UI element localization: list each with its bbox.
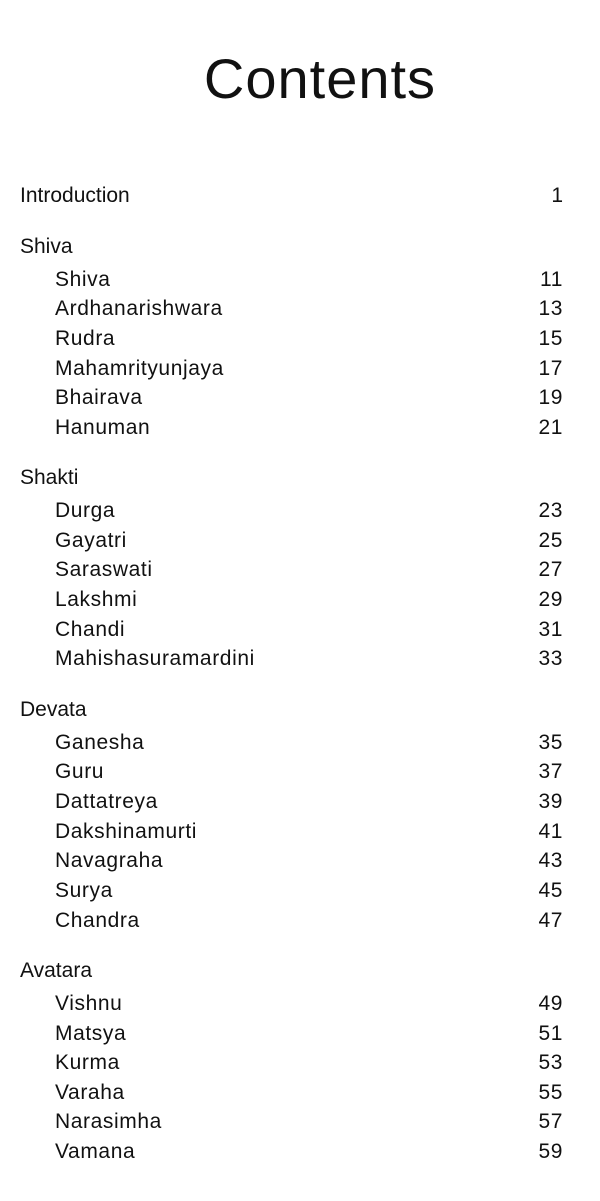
toc-entry-label: Rudra	[55, 327, 116, 350]
toc-entry-page-number: 17	[538, 357, 563, 380]
toc-entry-label: Lakshmi	[55, 588, 138, 611]
toc-entry[interactable]	[55, 497, 563, 525]
toc-entry-label: Bhairava	[55, 386, 143, 409]
toc-entry-page-number: 19	[538, 386, 563, 409]
toc-entry[interactable]	[55, 384, 563, 412]
toc-entry-page-number: 47	[538, 909, 563, 932]
toc-entry-label: Ganesha	[55, 731, 145, 754]
toc-entry-page-number: 41	[538, 820, 563, 843]
toc-entry[interactable]	[55, 586, 563, 614]
toc-entry-page-number: 1	[551, 184, 563, 207]
toc-entry-label: Shiva	[55, 268, 111, 291]
toc-entry[interactable]	[55, 1020, 563, 1048]
toc-entry-page-number: 49	[538, 992, 563, 1015]
toc-entry[interactable]	[55, 527, 563, 555]
toc-entry-page-number: 25	[538, 529, 563, 552]
toc-entry-label: Durga	[55, 499, 116, 522]
toc-entry-page-number: 21	[538, 416, 563, 439]
toc-entry-page-number: 57	[538, 1110, 563, 1133]
toc-entry-label: Chandra	[55, 909, 140, 932]
toc-entry[interactable]	[55, 295, 563, 323]
toc-entry-page-number: 35	[538, 731, 563, 754]
toc-entry[interactable]	[55, 758, 563, 786]
toc-entry-page-number: 23	[538, 499, 563, 522]
toc-entry[interactable]	[55, 414, 563, 442]
toc-entry-label: Mahamrityunjaya	[55, 357, 224, 380]
toc-entry-label: Varaha	[55, 1081, 125, 1104]
section-heading-shiva: Shiva	[20, 235, 73, 258]
toc-entry[interactable]	[55, 818, 563, 846]
toc-entry[interactable]	[55, 847, 563, 875]
toc-entry-page-number: 59	[538, 1140, 563, 1163]
toc-entry-page-number: 29	[538, 588, 563, 611]
toc-entry-page-number: 33	[538, 647, 563, 670]
toc-entry-page-number: 45	[538, 879, 563, 902]
toc-entry-label: Hanuman	[55, 416, 151, 439]
toc-entry-label: Dattatreya	[55, 790, 158, 813]
toc-entry[interactable]	[55, 1138, 563, 1166]
toc-entry-label: Dakshinamurti	[55, 820, 198, 843]
toc-entry[interactable]	[55, 266, 563, 294]
toc-entry-label: Guru	[55, 760, 105, 783]
toc-entry-label: Mahishasuramardini	[55, 647, 255, 670]
toc-entry[interactable]	[55, 556, 563, 584]
section-heading-avatara: Avatara	[20, 959, 92, 982]
section-heading-shakti: Shakti	[20, 466, 79, 489]
toc-entry-page-number: 15	[538, 327, 563, 350]
toc-entry[interactable]	[55, 990, 563, 1018]
toc-entry[interactable]	[55, 877, 563, 905]
toc-entry-label: Ardhanarishwara	[55, 297, 223, 320]
toc-entry-page-number: 11	[540, 268, 563, 291]
toc-entry-label: Narasimha	[55, 1110, 162, 1133]
toc-entry-label: Navagraha	[55, 849, 164, 872]
toc-entry-page-number: 53	[538, 1051, 563, 1074]
toc-entry[interactable]	[55, 1049, 563, 1077]
toc-entry[interactable]	[55, 355, 563, 383]
toc-entry-page-number: 37	[538, 760, 563, 783]
toc-entry-label: Gayatri	[55, 529, 127, 552]
toc-entry-label: Vamana	[55, 1140, 136, 1163]
toc-entry[interactable]	[55, 788, 563, 816]
toc-entry-label: Matsya	[55, 1022, 127, 1045]
toc-entry-label: Chandi	[55, 618, 126, 641]
toc-entry-page-number: 55	[538, 1081, 563, 1104]
toc-entry[interactable]	[55, 1108, 563, 1136]
toc-entry-page-number: 43	[538, 849, 563, 872]
toc-entry[interactable]	[55, 325, 563, 353]
toc-entry[interactable]	[55, 1079, 563, 1107]
toc-entry-introduction[interactable]	[20, 182, 563, 210]
toc-entry[interactable]	[55, 616, 563, 644]
section-heading-devata: Devata	[20, 698, 87, 721]
toc-entry-page-number: 39	[538, 790, 563, 813]
toc-entry-label: Surya	[55, 879, 113, 902]
toc-entry[interactable]	[55, 907, 563, 935]
toc-entry-label: Introduction	[20, 184, 130, 207]
toc-entry[interactable]	[55, 645, 563, 673]
toc-entry-label: Vishnu	[55, 992, 123, 1015]
toc-entry-page-number: 31	[538, 618, 563, 641]
toc-entry-label: Saraswati	[55, 558, 153, 581]
toc-entry-label: Kurma	[55, 1051, 120, 1074]
toc-entry[interactable]	[55, 729, 563, 757]
toc-entry-page-number: 13	[538, 297, 563, 320]
toc-entry-page-number: 27	[538, 558, 563, 581]
page-title: Contents	[203, 47, 437, 110]
toc-entry-page-number: 51	[538, 1022, 563, 1045]
